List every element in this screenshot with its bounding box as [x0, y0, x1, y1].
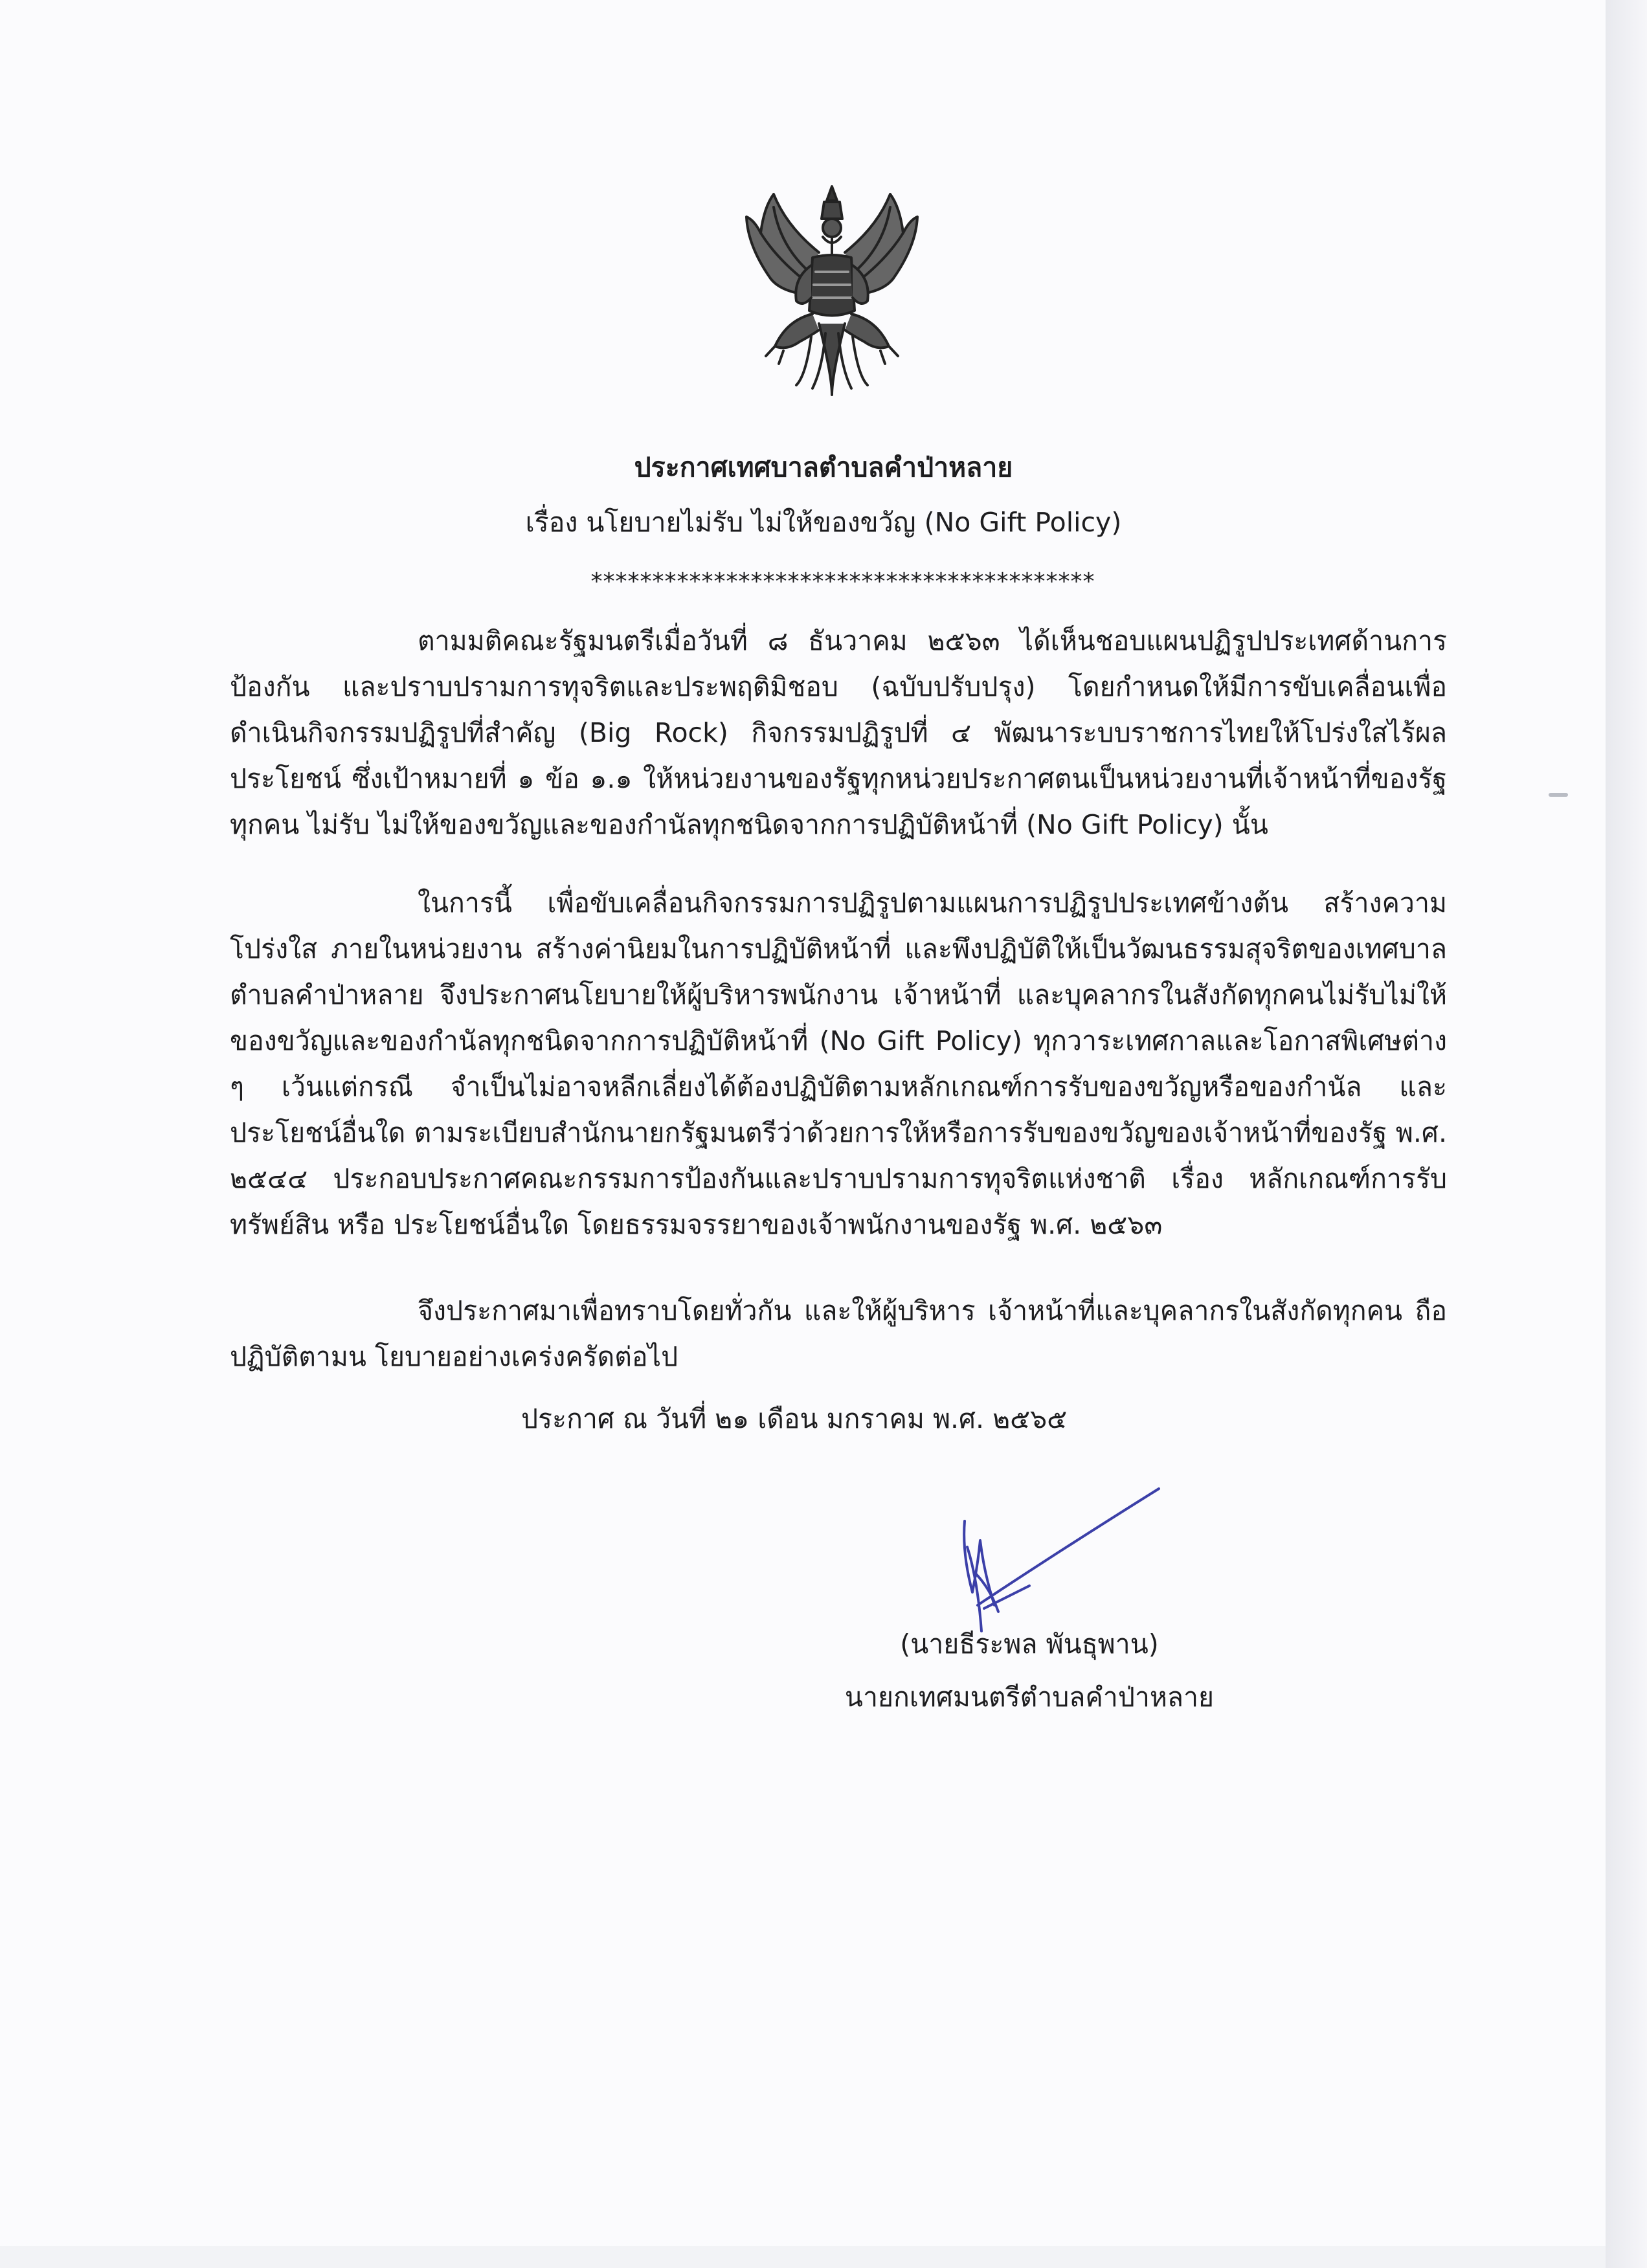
garuda-emblem-icon [735, 181, 929, 401]
asterisk-divider: ***************************************** [590, 568, 1095, 595]
announcement-subject: เรื่อง นโยบายไม่รับ ไม่ให้ของขวัญ (No Gift Policy) [525, 507, 1122, 538]
announcement-date: ประกาศ ณ วันที่ ๒๑ เดือน มกราคม พ.ศ. ๒๕๖๕ [521, 1403, 1068, 1434]
body-paragraph-1: ตามมติคณะรัฐมนตรีเมื่อวันที่ ๘ ธันวาคม ๒๕๖๓ ได้เห็นชอบแผนปฏิรูปประเทศด้านการป้องกัน และปราบปรามการทุจริตและประพฤติมิชอบ (ฉบับปรับปรุง) โดยกำหนดให้มีการขับเคลื่อนเพื่อดำเนินกิจกรรมปฏิรูปที่สำคัญ (Big Rock) กิจกรรมปฏิรูปที่ ๔ พัฒนาระบบราชการไทยให้โปร่งใสไร้ผลประโยชน์ ซึ่งเป้าหมายที่ ๑ ข้อ ๑.๑ ให้หน่วยงานของรัฐทุกหน่วยประกาศตนเป็นหน่วยงานที่เจ้าหน้าที่ของรัฐทุกคน ไม่รับ ไม่ให้ของขวัญและของกำนัลทุกชนิดจากการปฏิบัติหน้าที่ (No Gift Policy) นั้น [230, 625, 1447, 840]
scan-edge [1606, 0, 1647, 2268]
body-paragraph-2: ในการนี้ เพื่อขับเคลื่อนกิจกรรมการปฏิรูปตามแผนการปฏิรูปประเทศข้างต้น สร้างความโปร่งใส ภายในหน่วยงาน สร้างค่านิยมในการปฏิบัติหน้าที่ และพึงปฏิบัติให้เป็นวัฒนธรรมสุจริตของเทศบาลตำบลคำป่าหลาย จึงประกาศนโยบายให้ผู้บริหารพนักงาน เจ้าหน้าที่ และบุคลากรในสังกัดทุกคนไม่รับไม่ให้ของขวัญและของกำนัลทุกชนิดจากการปฏิบัติหน้าที่ (No Gift Policy) ทุกวาระเทศกาลและโอกาสพิเศษต่าง ๆ เว้นแต่กรณี จำเป็นไม่อาจหลีกเลี่ยงได้ต้องปฏิบัติตามหลักเกณฑ์การรับของขวัญหรือของกำนัล และประโยชน์อื่นใด ตามระเบียบสำนักนายกรัฐมนตรีว่าด้วยการให้หรือการรับของขวัญของเจ้าหน้าที่ของรัฐ พ.ศ. ๒๕๔๔ ประกอบประกาศคณะกรรมการป้องกันและปราบปรามการทุจริตแห่งชาติ เรื่อง หลักเกณฑ์การรับทรัพย์สิน หรือ ประโยชน์อื่นใด โดยธรรมจรรยาของเจ้าพนักงานของรัฐ พ.ศ. ๒๕๖๓ [230, 887, 1447, 1240]
signer-position: นายกเทศมนตรีตำบลคำป่าหลาย [844, 1682, 1215, 1713]
handwritten-signature-icon [939, 1476, 1172, 1644]
announcement-title: ประกาศเทศบาลตำบลคำป่าหลาย [634, 452, 1013, 483]
body-paragraph-3: จึงประกาศมาเพื่อทราบโดยทั่วกัน และให้ผู้บริหาร เจ้าหน้าที่และบุคลากรในสังกัดทุกคน ถือปฏิบัติตามน โยบายอย่างเคร่งครัดต่อไป [230, 1295, 1447, 1372]
scan-speck [1549, 793, 1568, 797]
signer-name: (นายธีระพล พันธุพาน) [900, 1629, 1159, 1660]
